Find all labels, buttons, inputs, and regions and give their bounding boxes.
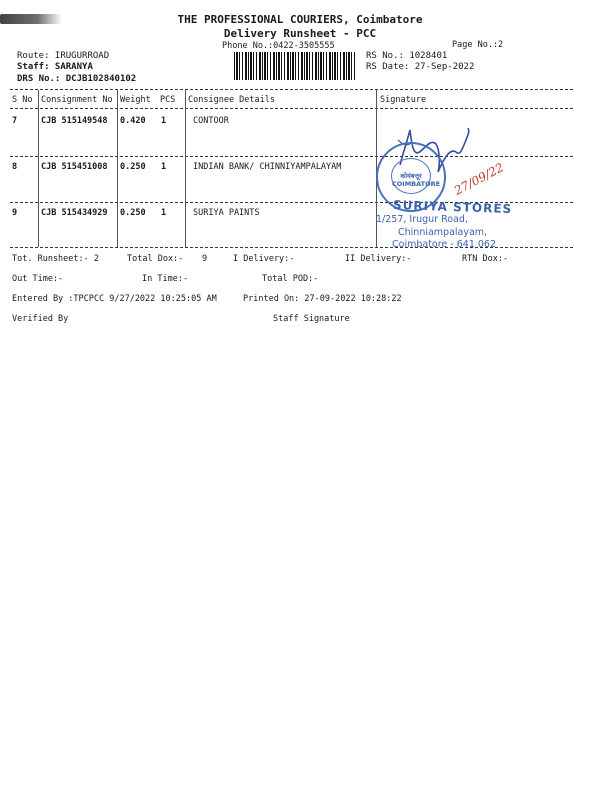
col-header-sno: S No [12,95,33,105]
printed-on: Printed On: 27-09-2022 10:28:22 [243,294,402,304]
entered-by: Entered By :TPCPCC 9/27/2022 10:25:05 AM [12,294,217,304]
first-delivery: I Delivery:- [233,254,295,264]
col-divider-3 [185,90,186,247]
total-pod: Total POD:- [262,274,319,284]
row-sno: 9 [12,208,18,218]
row-weight: 0.250 [120,208,146,218]
row-consignee: CONTOOR [193,116,229,126]
row-consignee: SURIYA PAINTS [193,208,260,218]
col-header-consignment: Consignment No [41,95,113,105]
rs-number: RS No.: 1028401 [366,51,448,61]
store-stamp-name: SURIYA STORES [392,197,513,217]
rs-date: RS Date: 27-Sep-2022 [366,62,475,72]
second-delivery: II Delivery:- [345,254,412,264]
row-sno: 8 [12,162,18,172]
col-header-pcs: PCS [160,95,176,105]
return-dox: RTN Dox:- [462,254,509,264]
col-divider-2 [117,90,118,247]
store-stamp-address-3: Coimbatore - 641 062 [392,239,497,250]
in-time: In Time:- [142,274,189,284]
row-consignment: CJB 515149548 [41,116,108,126]
total-dox-label: Total Dox:- [127,254,184,264]
row-weight: 0.420 [120,116,146,126]
drs-number: DRS No.: DCJB102840102 [17,74,137,84]
round-seal-text: कोयंबत्तूर COIMBATORE [392,172,441,188]
col-header-signature: Signature [380,95,427,105]
col-header-weight: Weight [120,95,151,105]
phone-number: Phone No.:0422-3505555 [222,41,335,51]
store-stamp-address-2: Chinniampalayam, [398,227,488,238]
page-number: Page No.:2 [452,40,504,50]
row-consignment: CJB 515451008 [41,162,108,172]
row-pcs: 1 [161,162,167,172]
store-stamp-address-1: 1/257, Irugur Road, [376,214,468,225]
document-title: Delivery Runsheet - PCC [223,27,377,40]
row-consignment: CJB 515434929 [41,208,108,218]
company-title: THE PROFESSIONAL COURIERS, Coimbatore [177,13,423,26]
row-pcs: 1 [161,116,167,126]
staff-signature-label: Staff Signature [273,314,350,324]
col-divider-1 [38,90,39,247]
staff-label: Staff: SARANYA [17,62,93,72]
total-dox-value: 9 [202,254,208,264]
handwritten-date: 27/09/22 [451,160,507,198]
row-pcs: 1 [161,208,167,218]
row-consignee: INDIAN BANK/ CHINNIYAMPALAYAM [193,162,342,172]
col-header-consignee: Consignee Details [188,95,275,105]
barcode [234,52,356,80]
out-time: Out Time:- [12,274,64,284]
row-sno: 7 [12,116,18,126]
total-runsheet: Tot. Runsheet:- 2 [12,254,99,264]
table-top-rule [10,89,573,90]
route-label: Route: IRUGURROAD [17,51,110,61]
verified-by: Verified By [12,314,69,324]
header-bottom-rule [10,108,573,109]
row-weight: 0.250 [120,162,146,172]
